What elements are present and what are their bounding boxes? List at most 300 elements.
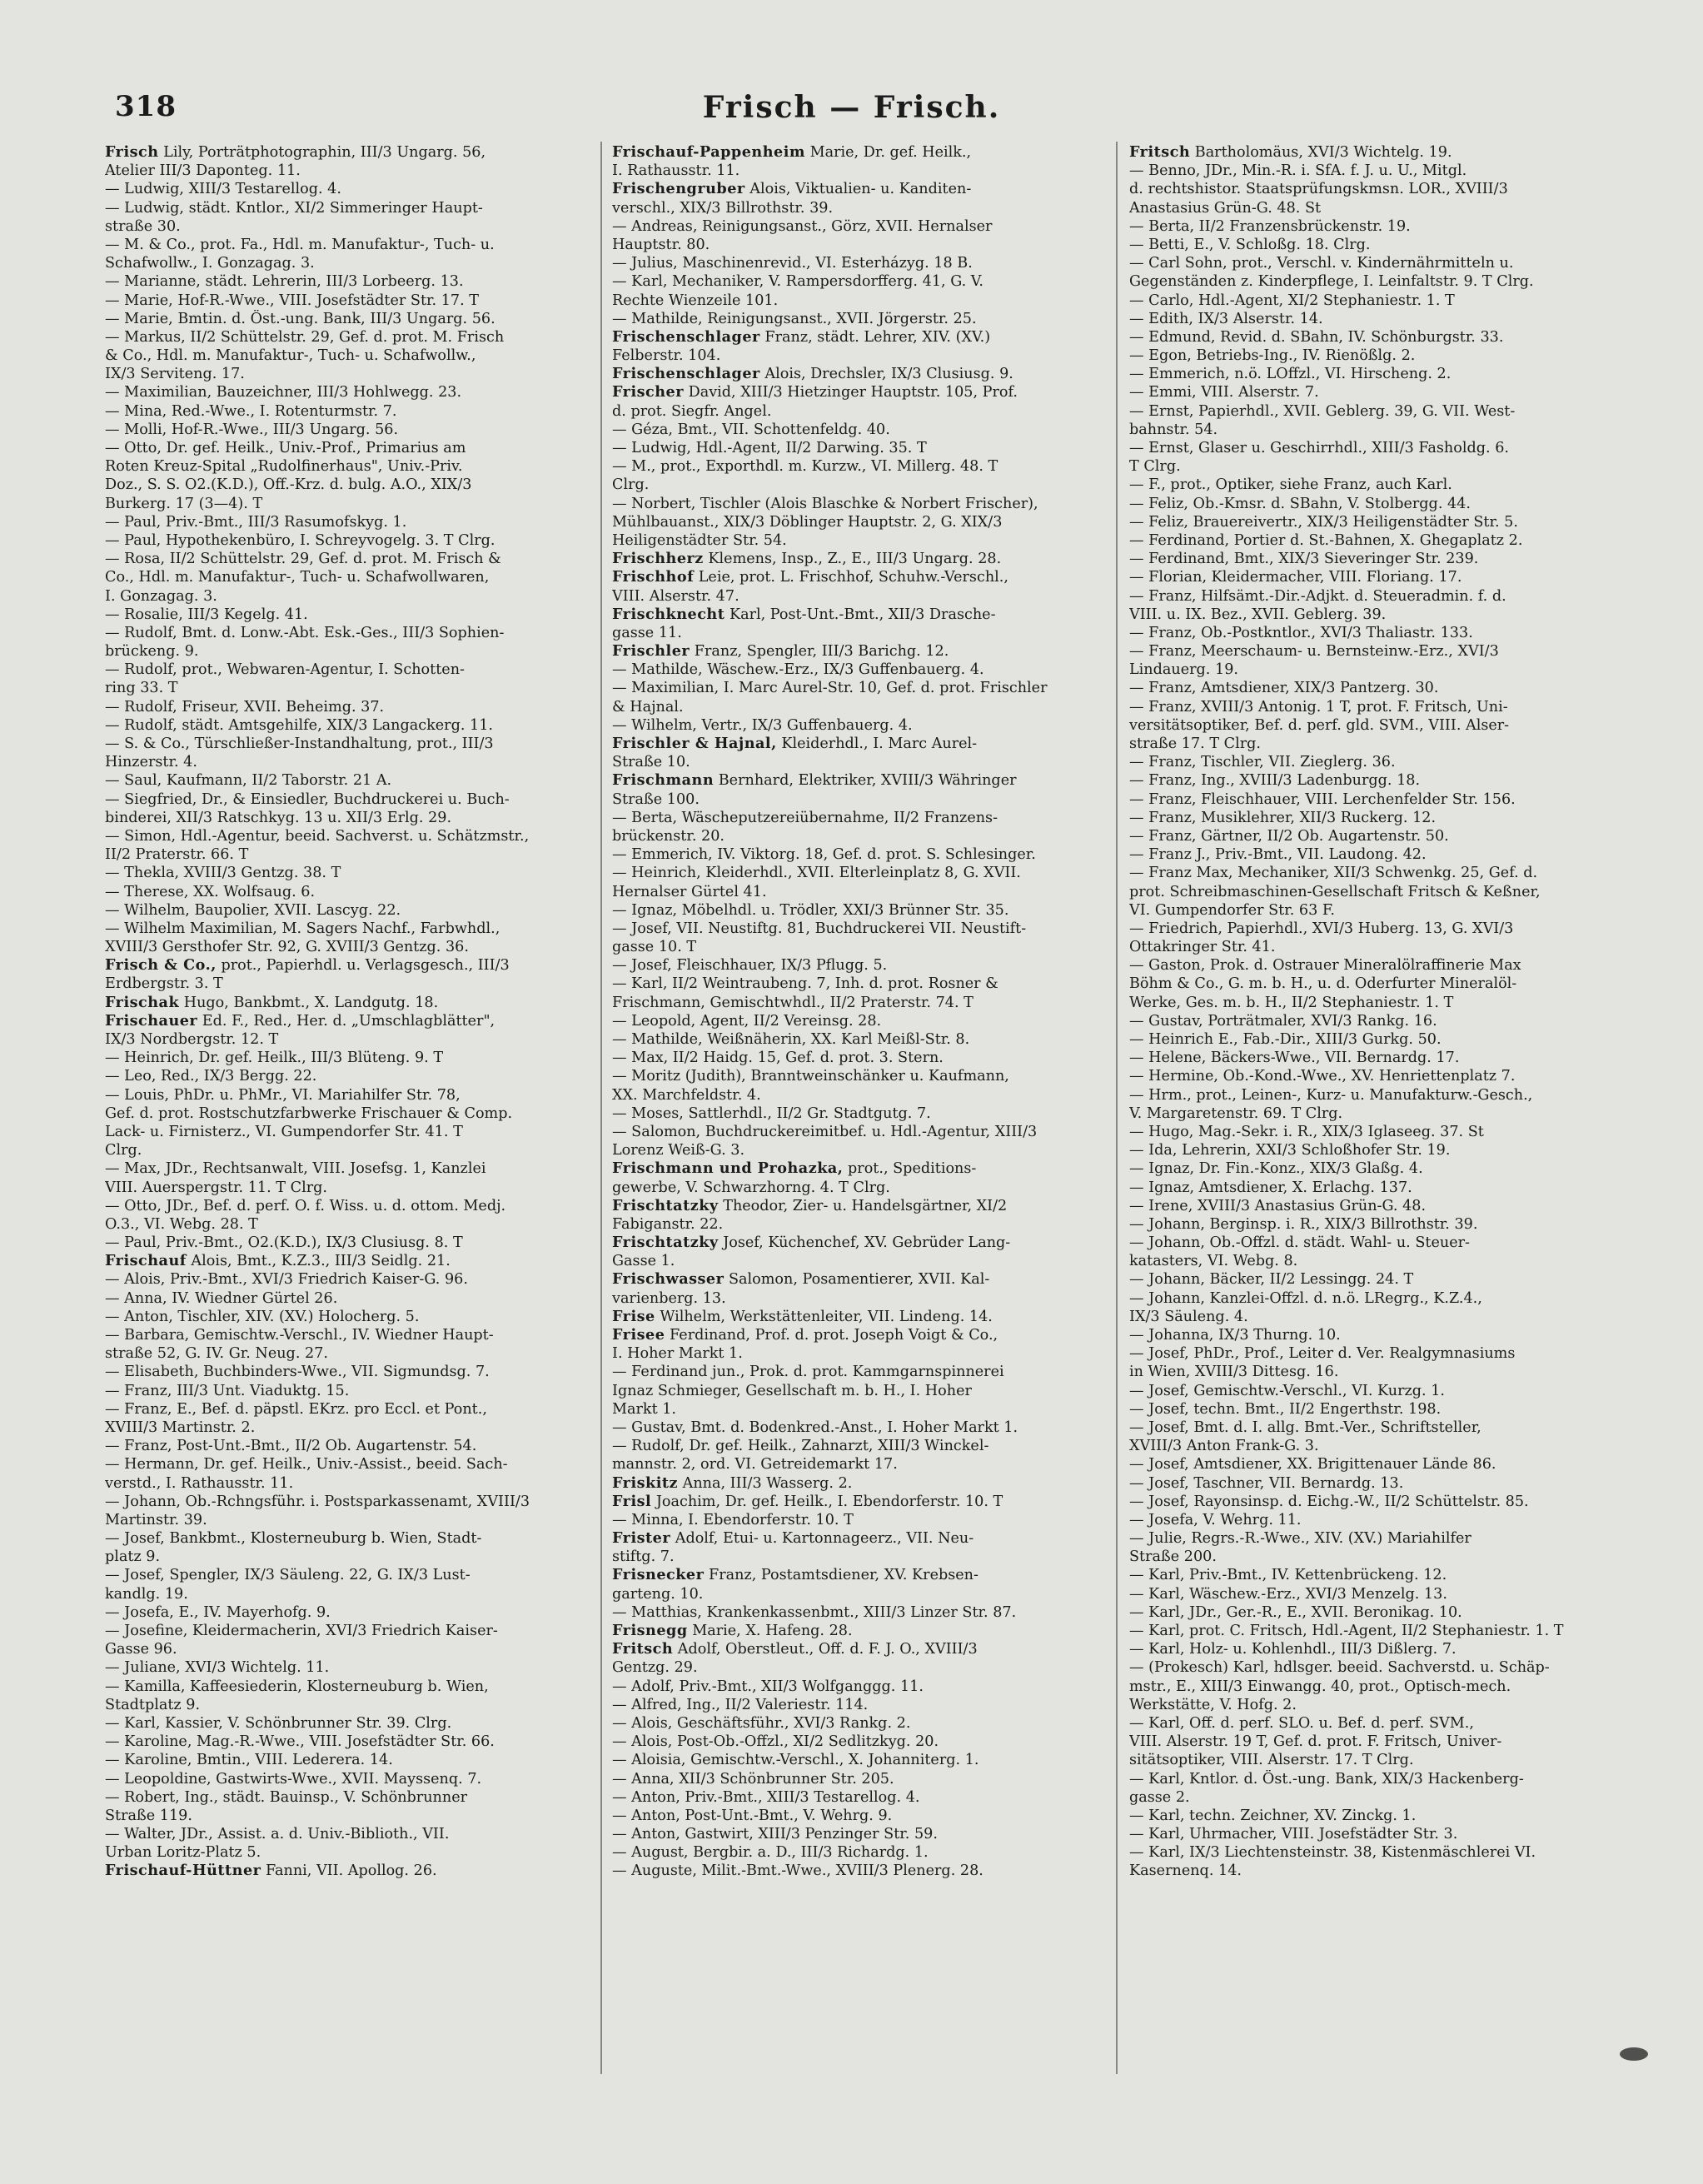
directory-entry-line [105,217,591,236]
directory-entry-line [1129,698,1621,716]
directory-entry-line [612,642,1103,661]
entry-text: Marie, X. Hafeng. 28. [692,1623,853,1639]
entry-text: d. rechtshistor. Staatsprüfungskmsn. LOR., XVIII/3 [1129,181,1508,198]
entry-text: — Marianne, städt. Lehrerin, III/3 Lorbeerg. 13. [105,273,464,291]
directory-column-3 [1129,143,1621,1881]
directory-entry-line [612,845,1103,864]
entry-surname: Frisl [612,1492,652,1510]
directory-entry-line [105,1493,591,1511]
entry-text: Werke, Ges. m. b. H., II/2 Stephaniestr. 1. T [1129,994,1454,1011]
directory-entry-line [1129,1234,1621,1252]
entry-text: Urban Loritz-Platz 5. [105,1844,261,1862]
entry-text: — Leopoldine, Gastwirts-Wwe., XVII. Mayssenq. 7. [105,1770,482,1788]
page-number: 318 [115,90,177,123]
entry-text: — Paul, Priv.-Bmt., III/3 Rasumofskyg. 1. [105,513,407,531]
entry-text: — Johann, Ob.-Rchngsführ. i. Postsparkassenamt, XVIII/3 [105,1493,530,1510]
directory-entry-line [105,938,591,956]
entry-text: — Feliz, Ob.-Kmsr. d. SBahn, V. Stolbergg. 44. [1129,495,1471,512]
entry-text: brückeng. 9. [105,643,199,661]
directory-entry-line [105,1511,591,1529]
directory-entry-line [612,217,1103,236]
directory-entry-line [1129,1529,1621,1548]
directory-entry-line [105,1622,591,1640]
entry-surname: Frischer [612,383,685,401]
directory-entry-line [105,1678,591,1696]
entry-text: Böhm & Co., G. m. b. H., u. d. Oderfurter Mineralöl- [1129,975,1517,993]
directory-entry-line [1129,845,1621,864]
directory-entry-line [1129,162,1621,180]
entry-text: Heiligenstädter Str. 54. [612,531,787,549]
entry-text: Kasernenq. 14. [1129,1862,1242,1880]
entry-text: Alois, Drechsler, IX/3 Clusiusg. 9. [764,366,1013,383]
page-header [0,90,1703,140]
directory-entry-line [105,199,591,217]
directory-entry-line [612,1455,1103,1473]
entry-surname: Frischknecht [612,605,725,623]
entry-text: — Franz, Musiklehrer, XII/3 Ruckerg. 12. [1129,809,1437,826]
directory-entry-line [105,845,591,864]
directory-entry-line [105,1603,591,1622]
directory-entry-line [1129,716,1621,735]
entry-text: — Alois, Post-Ob.-Offzl., XI/2 Sedlitzkyg. 20. [612,1733,939,1751]
entry-text: Hugo, Bankbmt., X. Landgutg. 18. [183,994,439,1011]
directory-entry-line [1129,679,1621,697]
entry-text: — Josef, Rayonsinsp. d. Eichg.-W., II/2 Schüttelstr. 85. [1129,1493,1529,1510]
directory-entry-line [612,1030,1103,1049]
directory-entry-line [105,1658,591,1677]
directory-entry-line [1129,457,1621,476]
entry-text: — Maximilian, Bauzeichner, III/3 Hohlwegg. 23. [105,384,462,401]
directory-entry-line [612,587,1103,606]
entry-text: — Josef, PhDr., Prof., Leiter d. Ver. Realgymnasiums [1129,1345,1516,1363]
entry-text: — Franz, Post-Unt.-Bmt., II/2 Ob. Augartenstr. 54. [105,1438,477,1455]
entry-text: — Hermine, Ob.-Kond.-Wwe., XV. Henriettenplatz 7. [1129,1068,1516,1085]
directory-entry-line [1129,1862,1621,1880]
entry-text: — Anna, XII/3 Schönbrunner Str. 205. [612,1770,894,1788]
entry-text: — Alois, Geschäftsführ., XVI/3 Rankg. 2. [612,1714,911,1732]
entry-text: Lily, Porträtphotographin, III/3 Ungarg. 56, [163,144,486,161]
entry-text: — Ferdinand, Bmt., XIX/3 Sieveringer Str. 239. [1129,551,1479,568]
directory-entry-line [612,679,1103,697]
directory-entry-line [105,753,591,771]
entry-text: — Benno, JDr., Min.-R. i. SfA. f. J. u. U., Mitgl. [1129,162,1467,180]
directory-entry-line [105,162,591,180]
entry-text: Gegenständen z. Kinderpflege, I. Leinfaltstr. 9. T Clrg. [1129,273,1534,291]
entry-text: — F., prot., Optiker, siehe Franz, auch Karl. [1129,476,1452,494]
directory-entry-line [105,1437,591,1455]
entry-text: Gasse 96. [105,1641,177,1658]
entry-text: I. Hoher Markt 1. [612,1345,743,1363]
directory-entry-line [1129,1696,1621,1714]
entry-text: Markt 1. [612,1400,677,1418]
entry-text: Josef, Küchenchef, XV. Gebrüder Lang- [723,1234,1011,1252]
entry-text: — Maximilian, I. Marc Aurel-Str. 10, Gef. d. prot. Frischler [612,680,1048,697]
entry-text: — Ferdinand jun., Prok. d. prot. Kammgarnspinnerei [612,1364,1004,1381]
directory-entry-line [612,1270,1103,1289]
directory-entry-line [612,1141,1103,1159]
entry-text: Franz, Postamtsdiener, XV. Krebsen- [708,1567,978,1584]
directory-entry-line [1129,956,1621,975]
entry-text: — Franz, Ing., XVIII/3 Ladenburgg. 18. [1129,772,1421,790]
entry-text: — Rudolf, prot., Webwaren-Agentur, I. Schotten- [105,661,465,679]
entry-text: — Anton, Tischler, XIV. (XV.) Holocherg. 5. [105,1308,420,1325]
entry-text: — Aloisia, Gemischtw.-Verschl., X. Johanniterg. 1. [612,1752,979,1769]
entry-text: — Karl, Kntlor. d. Öst.-ung. Bank, XIX/3 Hackenberg- [1129,1770,1524,1788]
entry-text: — Johann, Ob.-Offzl. d. städt. Wahl- u. Steuer- [1129,1234,1470,1252]
directory-entry-line [1129,827,1621,845]
entry-text: Ignaz Schmieger, Gesellschaft m. b. H., I. Hoher [612,1382,972,1399]
directory-entry-line [612,1733,1103,1751]
entry-text: — S. & Co., Türschließer-Instandhaltung, prot., III/3 [105,735,494,752]
entry-text: — Rudolf, Dr. gef. Heilk., Zahnarzt, XIII/3 Winckel- [612,1438,989,1455]
directory-entry-line [612,1714,1103,1733]
directory-entry-line [105,661,591,679]
directory-entry-line [105,771,591,790]
entry-text: Adolf, Etui- u. Kartonnageerz., VII. Neu- [675,1530,974,1548]
entry-text: katasters, VI. Webg. 8. [1129,1253,1298,1270]
entry-surname: Frischauf-Hüttner [105,1862,261,1880]
entry-text: gewerbe, V. Schwarzhorng. 4. T Clrg. [612,1179,890,1196]
directory-entry-line [612,716,1103,735]
entry-text: — Max, II/2 Haidg. 15, Gef. d. prot. 3. Stern. [612,1050,944,1067]
entry-text: — Ernst, Papierhdl., XVII. Geblerg. 39, G. VII. West- [1129,402,1516,420]
entry-text: binderei, XII/3 Ratschkyg. 13 u. XII/3 Erlg. 29. [105,809,452,826]
entry-text: — Karl, Off. d. perf. SLO. u. Bef. d. perf. SVM., [1129,1714,1474,1732]
directory-entry-line [1129,143,1621,162]
directory-entry-line [105,236,591,254]
directory-entry-line [105,1640,591,1658]
directory-entry-line [105,1067,591,1085]
entry-text: — Karl, IX/3 Liechtensteinstr. 38, Kistenmäschlerei VI. [1129,1844,1536,1862]
entry-text: Hinzerstr. 4. [105,754,197,771]
directory-entry-line [1129,1603,1621,1622]
directory-entry-line [612,1603,1103,1622]
directory-entry-line [1129,661,1621,679]
entry-text: — Marie, Hof-R.-Wwe., VIII. Josefstädter Str. 17. T [105,292,480,309]
entry-text: Wilhelm, Werkstättenleiter, VII. Lindeng. 14. [660,1308,993,1325]
entry-text: gasse 10. T [612,939,697,956]
directory-entry-line [1129,1733,1621,1751]
entry-text: prot. Schreibmaschinen-Gesellschaft Fritsch & Keßner, [1129,883,1541,900]
directory-entry-line [105,292,591,310]
entry-surname: Frischauf [105,1252,187,1270]
directory-entry-line [1129,864,1621,882]
entry-text: — Berta, II/2 Franzensbrückenstr. 19. [1129,217,1411,235]
entry-text: straße 30. [105,217,181,235]
column-divider [1116,142,1118,2074]
entry-text: prot., Papierhdl. u. Verlagsgesch., III/3 [221,957,510,975]
entry-text: XVIII/3 Martinstr. 2. [105,1419,256,1436]
entry-text: — Franz, Gärtner, II/2 Ob. Augartenstr. 50. [1129,827,1449,845]
entry-text: — Edith, IX/3 Alserstr. 14. [1129,310,1323,327]
directory-entry-line [105,1382,591,1400]
directory-entry-line [612,254,1103,272]
directory-entry-line [105,1474,591,1493]
entry-text: Franz, städt. Lehrer, XIV. (XV.) [764,328,991,346]
entry-text: straße 17. T Clrg. [1129,735,1262,752]
entry-text: Mühlbauanst., XIX/3 Döblinger Hauptstr. 2, G. XIX/3 [612,513,1003,531]
directory-entry-line [612,1363,1103,1381]
entry-text: — Andreas, Reinigungsanst., Görz, XVII. Hernalser [612,217,993,235]
entry-text: Lorenz Weiß-G. 3. [612,1142,745,1159]
directory-entry-line [105,790,591,809]
entry-text: Adolf, Oberstleut., Off. d. F. J. O., XVIII/3 [677,1641,978,1658]
directory-entry-line [612,439,1103,457]
directory-entry-line [1129,624,1621,642]
entry-text: — Mathilde, Reinigungsanst., XVII. Jörgerstr. 25. [612,310,977,327]
directory-entry-line [612,1640,1103,1658]
directory-entry-line [105,1012,591,1030]
entry-text: Roten Kreuz-Spital „Rudolfinerhaus", Univ.-Priv. [105,458,463,476]
directory-entry-line [612,199,1103,217]
directory-entry-line [105,1400,591,1419]
directory-entry-line [612,901,1103,920]
entry-text: Straße 10. [612,754,690,771]
entry-text: — Walter, JDr., Assist. a. d. Univ.-Biblioth., VII. [105,1826,450,1843]
entry-text: — Simon, Hdl.-Agentur, beeid. Sachverst. u. Schätzmstr., [105,827,530,845]
entry-text: — (Prokesch) Karl, hdlsger. beeid. Sachverstd. u. Schäp- [1129,1659,1550,1677]
entry-text: Franz, Spengler, III/3 Barichg. 12. [694,643,949,661]
directory-entry-line [612,1566,1103,1584]
directory-entry-line [105,1770,591,1788]
directory-entry-line [105,1086,591,1104]
entry-surname: Frischenschlager [612,327,760,346]
entry-text: Ed. F., Red., Her. d. „Umschlagblätter", [202,1012,495,1030]
directory-entry-line [1129,1215,1621,1234]
entry-text: — Johann, Kanzlei-Offzl. d. n.ö. LRegrg., K.Z.4., [1129,1289,1482,1307]
entry-text: — Karl, techn. Zeichner, XV. Zinckg. 1. [1129,1807,1417,1824]
directory-entry-line [612,920,1103,938]
entry-text: — Alois, Priv.-Bmt., XVI/3 Friedrich Kaiser-G. 96. [105,1271,468,1289]
directory-entry-line [1129,901,1621,920]
directory-entry-line [612,1493,1103,1511]
entry-text: — Gustav, Porträtmaler, XVI/3 Rankg. 16. [1129,1012,1437,1030]
entry-text: verschl., XIX/3 Billrothstr. 39. [612,199,834,217]
entry-text: stiftg. 7. [612,1548,675,1566]
directory-entry-line [612,272,1103,291]
directory-entry-line [1129,1326,1621,1344]
directory-entry-line [612,1215,1103,1234]
entry-text: — Minna, I. Ebendorferstr. 10. T [612,1511,854,1528]
directory-entry-line [1129,217,1621,236]
directory-entry-line [1129,1843,1621,1862]
directory-entry-line [105,827,591,845]
directory-entry-line [612,994,1103,1012]
directory-entry-line [1129,328,1621,347]
entry-text: — Julius, Maschinenrevid., VI. Esterházyg. 18 B. [612,255,973,272]
entry-text: Rechte Wienzeile 101. [612,292,779,309]
entry-surname: Frisee [612,1326,665,1344]
directory-entry-line [1129,292,1621,310]
entry-text: Ottakringer Str. 41. [1129,939,1276,956]
entry-text: VIII. Alserstr. 19 T, Gef. d. prot. F. Fritsch, Univer- [1129,1733,1502,1751]
directory-entry-line [1129,1807,1621,1825]
entry-text: II/2 Praterstr. 66. T [105,846,249,864]
entry-surname: Frister [612,1529,671,1548]
directory-entry-line [612,809,1103,827]
entry-text: — Siegfried, Dr., & Einsiedler, Buchdruckerei u. Buch- [105,790,510,808]
directory-entry-line [1129,568,1621,586]
directory-entry-line [105,1807,591,1825]
entry-surname: Frischak [105,993,180,1011]
directory-entry-line [1129,1474,1621,1493]
directory-entry-line [105,1862,591,1880]
entry-text: — Géza, Bmt., VII. Schottenfeldg. 40. [612,421,890,438]
directory-entry-line [1129,495,1621,513]
entry-text: David, XIII/3 Hietzinger Hauptstr. 105, Prof. [688,384,1018,401]
directory-entry-line [105,1215,591,1234]
entry-text: prot., Speditions- [848,1160,977,1178]
entry-text: — Anton, Post-Unt.-Bmt., V. Wehrg. 9. [612,1807,893,1824]
entry-text: — Carl Sohn, prot., Verschl. v. Kindernährmitteln u. [1129,255,1514,272]
entry-text: — Ernst, Glaser u. Geschirrhdl., XIII/3 Fasholdg. 6. [1129,440,1509,456]
directory-entry-line [1129,1012,1621,1030]
entry-text: — Betti, E., V. Schloßg. 18. Clrg. [1129,236,1371,253]
entry-text: — Paul, Priv.-Bmt., O2.(K.D.), IX/3 Clusiusg. 8. T [105,1234,463,1252]
entry-text: mstr., E., XIII/3 Einwangg. 40, prot., Optisch-mech. [1129,1678,1511,1695]
directory-entry-line [105,310,591,328]
entry-text: — Ida, Lehrerin, XXI/3 Schloßhofer Str. 19. [1129,1142,1451,1159]
directory-entry-line [612,1511,1103,1529]
directory-entry-line [612,1382,1103,1400]
entry-surname: Frise [612,1307,655,1325]
entry-text: — Josef, Amtsdiener, XX. Brigittenauer Lände 86. [1129,1456,1496,1473]
directory-entry-line [1129,310,1621,328]
entry-text: — Wilhelm, Vertr., IX/3 Guffenbauerg. 4. [612,716,913,734]
directory-entry-line [1129,1067,1621,1085]
directory-entry-line [1129,550,1621,568]
directory-entry-line [105,1252,591,1270]
entry-text: ring 33. T [105,680,178,697]
entry-text: kandlg. 19. [105,1585,188,1603]
directory-entry-line [612,568,1103,586]
entry-text: — Max, JDr., Rechtsanwalt, VIII. Josefsg. 1, Kanzlei [105,1160,486,1178]
directory-entry-line [105,735,591,753]
directory-entry-line [105,1825,591,1843]
directory-entry-line [612,457,1103,476]
entry-text: — Wilhelm Maximilian, M. Sagers Nachf., Farbwhdl., [105,920,500,937]
directory-entry-line [612,476,1103,494]
entry-text: — Hermann, Dr. gef. Heilk., Univ.-Assist., beeid. Sach- [105,1456,508,1473]
directory-entry-line [612,143,1103,162]
entry-text: — Therese, XX. Wolfsaug. 6. [105,883,316,900]
entry-text: varienberg. 13. [612,1289,726,1307]
directory-entry-line [612,365,1103,383]
directory-entry-line [612,1159,1103,1178]
entry-text: — Rosalie, III/3 Kegelg. 41. [105,606,308,623]
directory-entry-line [1129,735,1621,753]
entry-text: straße 52, G. IV. Gr. Neug. 27. [105,1345,328,1363]
entry-text: Fabiganstr. 22. [612,1215,724,1233]
directory-entry-line [105,180,591,198]
entry-text: — Wilhelm, Baupolier, XVII. Lascyg. 22. [105,901,401,919]
directory-entry-line [1129,1104,1621,1123]
directory-entry-line [612,550,1103,568]
directory-entry-line [105,1159,591,1178]
entry-text: Bernhard, Elektriker, XVIII/3 Währinger [718,772,1017,790]
entry-text: — Mathilde, Wäschew.-Erz., IX/3 Guffenbauerg. 4. [612,661,984,679]
entry-text: Schafwollw., I. Gonzagag. 3. [105,255,315,272]
column-divider [600,142,602,2074]
directory-entry-line [1129,439,1621,457]
entry-text: — Egon, Betriebs-Ing., IV. Rienößlg. 2. [1129,347,1416,365]
entry-text: Anna, III/3 Wasserg. 2. [682,1474,853,1492]
entry-surname: Frischtatzky [612,1196,719,1214]
directory-entry-line [612,531,1103,550]
directory-entry-line [105,421,591,439]
entry-text: Joachim, Dr. gef. Heilk., I. Ebendorferstr. 10. T [655,1493,1003,1510]
entry-text: — M., prot., Exporthdl. m. Kurzw., VI. Millerg. 48. T [612,458,998,476]
directory-entry-line [1129,1141,1621,1159]
entry-text: Lindauerg. 19. [1129,661,1238,679]
directory-entry-line [1129,1548,1621,1566]
directory-entry-line [612,790,1103,809]
entry-text: Klemens, Insp., Z., E., III/3 Ungarg. 28. [708,551,1002,568]
entry-text: — Feliz, Brauereivertr., XIX/3 Heiligenstädter Str. 5. [1129,513,1518,531]
directory-entry-line [105,272,591,291]
directory-entry-line [1129,1825,1621,1843]
directory-entry-line [1129,1308,1621,1326]
directory-entry-line [105,347,591,365]
directory-entry-line [612,1067,1103,1085]
entry-text: — Ludwig, städt. Kntlor., XI/2 Simmeringer Haupt- [105,199,483,217]
entry-surname: Frischmann und Prohazka, [612,1159,844,1178]
entry-text: — Alfred, Ing., II/2 Valeriestr. 114. [612,1696,869,1713]
directory-entry-line [612,1622,1103,1640]
entry-text: XVIII/3 Anton Frank-G. 3. [1129,1438,1319,1455]
directory-entry-line [105,439,591,457]
entry-text: — Marie, Bmtin. d. Öst.-ung. Bank, III/3 Ungarg. 56. [105,310,495,327]
directory-entry-line [612,162,1103,180]
entry-text: Salomon, Posamentierer, XVII. Kal- [728,1271,990,1289]
directory-entry-line [1129,1086,1621,1104]
directory-entry-line [105,1326,591,1344]
directory-entry-line [1129,1455,1621,1473]
entry-text: gasse 11. [612,624,682,641]
entry-text: — Juliane, XVI/3 Wichtelg. 11. [105,1659,330,1677]
directory-entry-line [105,550,591,568]
directory-entry-line [612,1843,1103,1862]
entry-text: Leie, prot. L. Frischhof, Schuhw.-Verschl., [698,569,1008,586]
directory-entry-line [105,254,591,272]
directory-entry-line [612,328,1103,347]
directory-entry-line [612,735,1103,753]
directory-column-2 [612,143,1103,1881]
entry-text: I. Rathausstr. 11. [612,162,740,180]
directory-entry-line [1129,1658,1621,1677]
directory-entry-line [612,1123,1103,1141]
entry-text: — Josefa, V. Wehrg. 11. [1129,1511,1302,1528]
entry-text: — Franz Max, Mechaniker, XII/3 Schwenkg. 25, Gef. d. [1129,865,1538,882]
entry-text: Burkerg. 17 (3—4). T [105,495,263,512]
directory-entry-line [612,1308,1103,1326]
entry-text: Frischmann, Gemischtwhdl., II/2 Praterstr. 74. T [612,994,973,1011]
entry-text: — Heinrich E., Fab.-Dir., XIII/3 Gurkg. 50. [1129,1031,1442,1048]
directory-entry-line [1129,1049,1621,1067]
entry-text: — Heinrich, Kleiderhdl., XVII. Elterleinplatz 8, G. XVII. [612,865,1021,882]
directory-entry-line [1129,1197,1621,1215]
directory-entry-line [1129,1770,1621,1788]
directory-entry-line [1129,199,1621,217]
directory-entry-line [105,1455,591,1473]
directory-entry-line [612,1179,1103,1197]
entry-text: — Ludwig, Hdl.-Agent, II/2 Darwing. 35. T [612,440,927,456]
directory-entry-line [105,1548,591,1566]
directory-entry-line [612,1437,1103,1455]
entry-text: — Josef, techn. Bmt., II/2 Engerthstr. 198. [1129,1400,1442,1418]
directory-entry-line [105,495,591,513]
directory-entry-line [1129,1123,1621,1141]
